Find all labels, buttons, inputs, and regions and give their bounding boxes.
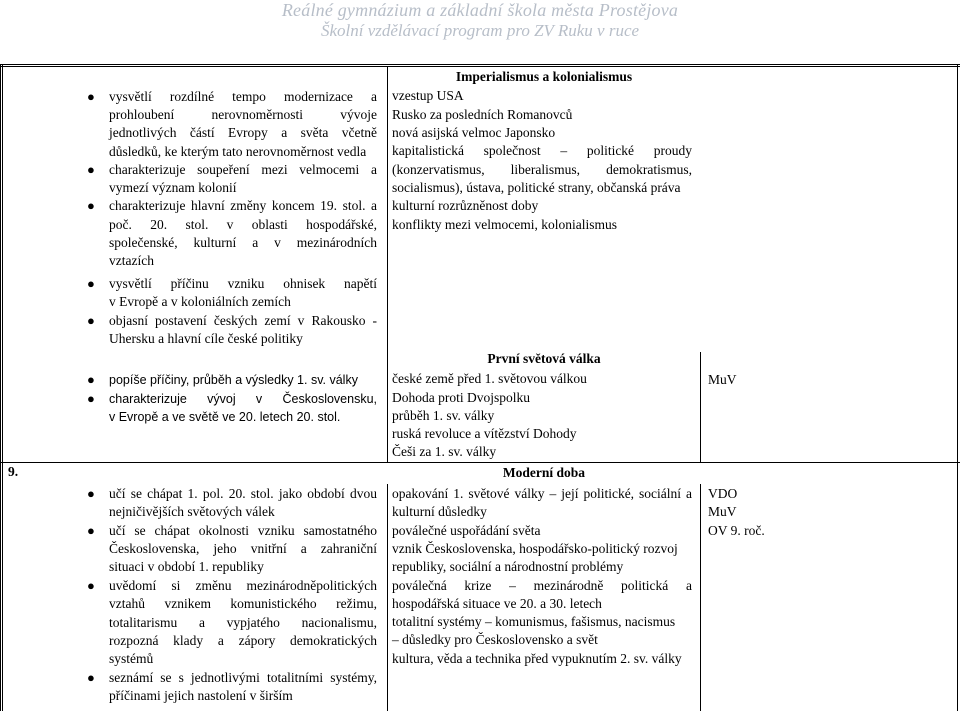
table-top-border xyxy=(0,64,960,65)
outcome-line: v Evropě a v koloniálních zemích xyxy=(109,294,291,309)
outcome-line: situaci v období 1. republiky xyxy=(109,559,264,574)
outcome-line: vztahů vznikem komunistického režimu, xyxy=(109,596,377,611)
content-line: kulturní důsledky xyxy=(392,504,487,519)
table-left-border xyxy=(0,64,1,711)
column-divider-content xyxy=(700,352,701,462)
bullet-icon: ● xyxy=(87,198,95,213)
content-line: Rusko za posledních Romanovců xyxy=(392,107,573,122)
content-line: kultura, věda a technika před vypuknutím 2. sv. války xyxy=(392,651,682,666)
school-name-header: Reálné gymnázium a základní škola města Prostějova xyxy=(281,0,679,20)
bullet-icon: ● xyxy=(87,391,95,406)
content-line: poválečná krize – mezinárodně politická a xyxy=(392,578,692,593)
table-top-border-inner xyxy=(0,66,960,67)
content-line: průběh 1. sv. války xyxy=(392,408,495,423)
cross-curricular-note: MuV xyxy=(708,504,737,519)
content-line: vzestup USA xyxy=(392,88,464,103)
content-line: nová asijská velmoc Japonsko xyxy=(392,125,556,140)
cross-curricular-note: VDO xyxy=(708,486,738,501)
grade-label: 9. xyxy=(8,464,19,479)
content-line: kulturní rozrůzněnost doby xyxy=(392,198,539,213)
bullet-icon: ● xyxy=(87,372,95,387)
bullet-icon: ● xyxy=(87,523,95,538)
outcome-line: Uhersku a hlavní cíle české politiky xyxy=(109,331,303,346)
outcome-line: totalitarismu a vypjatého nacionalismu, xyxy=(109,615,377,630)
content-line: – důsledky pro Československo a svět xyxy=(392,632,598,647)
row-divider xyxy=(0,462,960,463)
outcome-line: objasní postavení českých zemí v Rakousko - xyxy=(109,313,377,328)
content-line: konflikty mezi velmocemi, kolonialismus xyxy=(392,217,617,232)
bullet-icon: ● xyxy=(87,486,95,501)
outcome-line: poč. 20. stol. v oblasti hospodářské, xyxy=(109,217,377,232)
outcome-line: prohloubení nerovnoměrnosti vývoje xyxy=(109,107,377,122)
outcome-line: rozpozná klady a zápory demokratických xyxy=(109,633,377,648)
column-divider-outcomes xyxy=(387,66,388,462)
table-left-border-inner xyxy=(2,64,3,711)
outcome-line: uvědomí si změnu mezinárodněpolitických xyxy=(109,578,377,593)
outcome-line: charakterizuje vývoj v Československu, xyxy=(109,392,377,406)
content-line: Dohoda proti Dvojspolku xyxy=(392,390,530,405)
content-line: opakování 1. světové války – její politické, sociální a xyxy=(392,486,692,501)
bullet-icon: ● xyxy=(87,162,95,177)
outcome-line: v Evropě a ve světě ve 20. letech 20. stol. xyxy=(109,410,341,424)
outcome-line: vysvětlí rozdílné tempo modernizace a xyxy=(109,89,377,104)
column-divider-outcomes-2 xyxy=(387,484,388,711)
outcome-line: vztazích xyxy=(109,253,154,268)
cross-curricular-note: OV 9. roč. xyxy=(708,523,765,538)
content-line: socialismus), ústava, politické strany, občanská práva xyxy=(392,180,681,195)
content-line: hospodářská situace ve 20. a 30. letech xyxy=(392,596,602,611)
section-heading-imperialism: Imperialismus a kolonialismus xyxy=(455,69,633,84)
outcome-line: důsledků, ke kterým tato nerovnoměrnost vedla xyxy=(109,144,367,159)
outcome-line: systémů xyxy=(109,651,154,666)
section-heading-ww1: První světová válka xyxy=(487,351,601,366)
bullet-icon: ● xyxy=(87,89,95,104)
content-line: vznik Československa, hospodářsko-politický rozvoj xyxy=(392,541,678,556)
content-line: kapitalistická společnost – politické proudy xyxy=(392,143,692,158)
bullet-icon: ● xyxy=(87,276,95,291)
cross-curricular-note: MuV xyxy=(708,372,737,387)
outcome-line: seznámí se s jednotlivými totalitními systémy, xyxy=(109,670,377,685)
outcome-line: příčinami jejich nastolení v širším xyxy=(109,688,293,703)
table-right-border xyxy=(957,64,958,711)
outcome-line: charakterizuje hlavní změny koncem 19. stol. a xyxy=(109,198,377,213)
outcome-line: společenské, kulturní a v mezinárodních xyxy=(109,235,377,250)
outcome-line: charakterizuje soupeření mezi velmocemi a xyxy=(109,162,377,177)
content-line: české země před 1. světovou válkou xyxy=(392,371,587,386)
content-line: (konzervatismus, liberalismus, demokratismus, xyxy=(392,162,692,177)
column-divider-content-2 xyxy=(700,484,701,711)
outcome-line: popíše příčiny, průběh a výsledky 1. sv. války xyxy=(109,373,358,387)
program-name-header: Školní vzdělávací program pro ZV Ruku v ruce xyxy=(320,21,640,40)
bullet-icon: ● xyxy=(87,578,95,593)
outcome-line: nejničivějších světových válek xyxy=(109,504,275,519)
outcome-line: Československa, jeho vnitřní a zahraniční xyxy=(109,541,377,556)
content-line: Češi za 1. sv. války xyxy=(392,444,497,459)
bullet-icon: ● xyxy=(87,670,95,685)
content-line: ruská revoluce a vítězství Dohody xyxy=(392,426,577,441)
content-line: totalitní systémy – komunismus, fašismus, nacismus xyxy=(392,614,676,629)
bullet-icon: ● xyxy=(87,313,95,328)
section-heading-modern-era: Moderní doba xyxy=(502,465,586,480)
content-line: republiky, sociální a národnostní problémy xyxy=(392,559,624,574)
outcome-line: jednotlivých částí Evropy a světa včetně xyxy=(109,125,377,140)
outcome-line: učí se chápat okolnosti vzniku samostatného xyxy=(109,523,377,538)
outcome-line: vymezí význam kolonií xyxy=(109,180,237,195)
outcome-line: učí se chápat 1. pol. 20. stol. jako období dvou xyxy=(109,486,377,501)
outcome-line: vysvětlí příčinu vzniku ohnisek napětí xyxy=(109,276,377,291)
content-line: poválečné uspořádání světa xyxy=(392,523,541,538)
